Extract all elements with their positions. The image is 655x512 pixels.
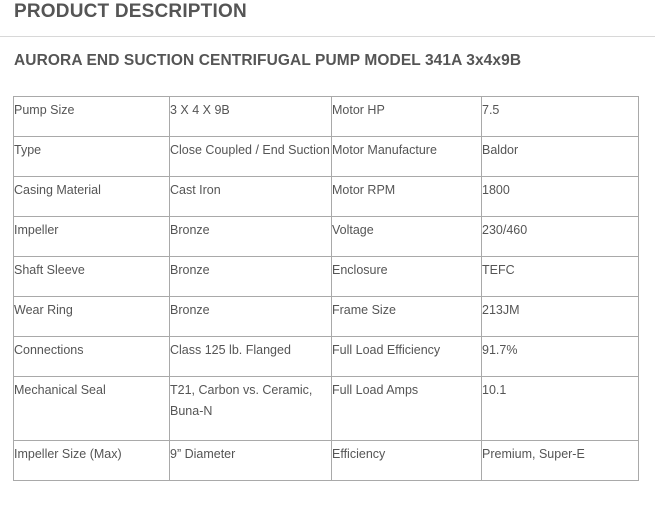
spec-value: T21, Carbon vs. Ceramic, Buna-N — [170, 377, 332, 441]
table-row — [14, 97, 639, 137]
spec-label: Motor RPM — [332, 177, 482, 217]
spec-value: 91.7% — [482, 337, 639, 377]
section-title: PRODUCT DESCRIPTION — [14, 1, 247, 22]
spec-value: 213JM — [482, 297, 639, 337]
table-row — [14, 377, 639, 441]
spec-value: 3 X 4 X 9B — [170, 97, 332, 137]
spec-label: Shaft Sleeve — [14, 257, 170, 297]
spec-label: Motor Manufacture — [332, 137, 482, 177]
spec-value: Class 125 lb. Flanged — [170, 337, 332, 377]
spec-label: Full Load Efficiency — [332, 337, 482, 377]
spec-value: Bronze — [170, 217, 332, 257]
spec-value: TEFC — [482, 257, 639, 297]
spec-label: Type — [14, 137, 170, 177]
spec-label: Enclosure — [332, 257, 482, 297]
table-row — [14, 337, 639, 377]
spec-value: 9” Diameter — [170, 441, 332, 481]
spec-value: 1800 — [482, 177, 639, 217]
spec-label: Wear Ring — [14, 297, 170, 337]
spec-value: Bronze — [170, 257, 332, 297]
spec-value: Bronze — [170, 297, 332, 337]
spec-value: Close Coupled / End Suction — [170, 137, 332, 177]
spec-label: Voltage — [332, 217, 482, 257]
product-title: AURORA END SUCTION CENTRIFUGAL PUMP MODEL 341A 3x4x9B — [14, 52, 522, 69]
spec-value: Baldor — [482, 137, 639, 177]
spec-value: 230/460 — [482, 217, 639, 257]
spec-label: Frame Size — [332, 297, 482, 337]
table-row — [14, 257, 639, 297]
spec-value: Cast Iron — [170, 177, 332, 217]
spec-label: Efficiency — [332, 441, 482, 481]
spec-label: Mechanical Seal — [14, 377, 170, 441]
spec-label: Connections — [14, 337, 170, 377]
spec-value: 7.5 — [482, 97, 639, 137]
spec-label: Impeller Size (Max) — [14, 441, 170, 481]
spec-label: Impeller — [14, 217, 170, 257]
spec-value: 10.1 — [482, 377, 639, 441]
specs-table — [13, 96, 639, 481]
spec-label: Full Load Amps — [332, 377, 482, 441]
table-row — [14, 297, 639, 337]
spec-label: Motor HP — [332, 97, 482, 137]
spec-label: Casing Material — [14, 177, 170, 217]
table-row — [14, 177, 639, 217]
spec-label: Pump Size — [14, 97, 170, 137]
spec-value: Premium, Super-E — [482, 441, 639, 481]
table-row — [14, 217, 639, 257]
divider — [0, 36, 655, 37]
table-row — [14, 441, 639, 481]
table-row — [14, 137, 639, 177]
